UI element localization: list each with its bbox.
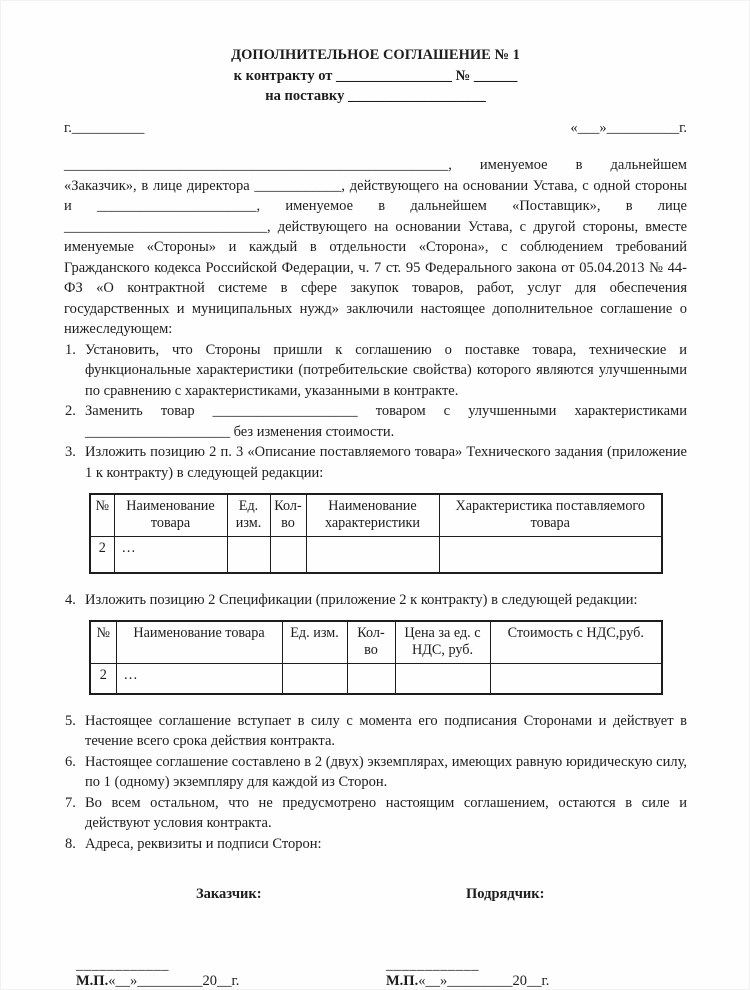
signature-labels-row xyxy=(64,884,687,905)
col-goods-name: Наименование товара xyxy=(114,494,227,536)
cell-total-cost xyxy=(490,663,662,694)
specification-table xyxy=(89,620,663,695)
customer-mp-date-line xyxy=(76,971,376,990)
supply-subject-line: на поставку ___________________ xyxy=(265,88,486,104)
col-unit: Ед. изм. xyxy=(227,494,270,536)
clause-text: Изложить позицию 2 Спецификации (приложение 2 к контракту) в следующей редакции: xyxy=(85,591,638,608)
col-quantity: Кол-во xyxy=(270,494,306,536)
date-field: «___»__________г. xyxy=(570,119,687,136)
clause-5 xyxy=(64,711,687,752)
contractor-mp-date-blank: «__»_________20__г. xyxy=(418,972,550,989)
signature-lines-row xyxy=(64,956,687,990)
contract-reference-line: к контракту от ________________ № ______ xyxy=(233,67,518,84)
cell-unit xyxy=(227,536,270,573)
clause-number: 4. xyxy=(65,591,76,608)
clause-6 xyxy=(64,752,687,793)
cell-goods-name: … xyxy=(116,663,282,694)
table-header-row xyxy=(90,494,662,536)
document-title: ДОПОЛНИТЕЛЬНОЕ СОГЛАШЕНИЕ № 1 xyxy=(231,47,520,63)
clause-number: 6. xyxy=(65,753,76,770)
clauses-list xyxy=(64,340,687,855)
col-unit: Ед. изм. xyxy=(282,621,347,663)
document-title-block xyxy=(64,45,687,107)
cell-supplied-characteristic xyxy=(439,536,662,573)
clause-1 xyxy=(64,340,687,402)
contractor-label: Подрядчик: xyxy=(466,886,545,903)
cell-unit xyxy=(282,663,347,694)
city-date-row xyxy=(64,118,687,139)
clause-4 xyxy=(64,590,687,611)
cell-quantity xyxy=(270,536,306,573)
cell-number: 2 xyxy=(90,536,114,573)
cell-quantity xyxy=(347,663,395,694)
customer-signature-line: ____________ xyxy=(76,956,169,973)
clause-number: 2. xyxy=(65,403,76,419)
clause-text: Настоящее соглашение вступает в силу с момента его подписания Сторонами и действует в течение всего срока действия контракта. xyxy=(85,712,687,750)
contractor-signature-line: ____________ xyxy=(386,956,479,973)
clause-text: Установить, что Стороны пришли к соглашению о поставке товара, технические и функциональные характеристики (потребительские свойства) которого являются улучшенными по сравнению с характеристиками, указанными в контракте. xyxy=(85,341,687,399)
clause-number: 5. xyxy=(65,712,76,729)
cell-characteristic-name xyxy=(306,536,439,573)
col-number: № xyxy=(90,621,116,663)
clause-number: 7. xyxy=(65,794,76,811)
contractor-mp-date-line xyxy=(386,971,687,990)
col-total-cost: Стоимость с НДС,руб. xyxy=(490,621,662,663)
customer-mp-label: М.П. xyxy=(76,972,109,989)
table-row xyxy=(90,663,662,694)
col-characteristic-name: Наименование характеристики xyxy=(306,494,439,536)
contractor-mp-label: М.П. xyxy=(386,972,419,989)
clause-7 xyxy=(64,793,687,834)
clause-8 xyxy=(64,834,687,855)
clause-text: Заменить товар ____________________ товаром с улучшенными характеристиками ____________________ без изменения стоимости. xyxy=(85,403,687,440)
clause-number: 3. xyxy=(65,444,76,460)
table-header-row xyxy=(90,621,662,663)
clause-text: Настоящее соглашение составлено в 2 (двух) экземплярах, имеющих равную юридическую силу, по 1 (одному) экземпляру для каждой из Сторон. xyxy=(85,753,687,791)
preamble-paragraph: _____________________________________________________, именуемое в дальнейшем «Заказчик», в лице директора ____________, действующего на основании Устава, с одной стороны и ______________________, именуемое в дальнейшем «Поставщик», в лице ____________________________, действующего на основании Устава, с другой стороны, вместе именуемые «Стороны» и каждый в отдельности «Сторона», с соблюдением требований Гражданского кодекса Российской Федерации, ч. 7 ст. 95 Федерального закона от 05.04.2013 № 44-ФЗ «О контрактной системе в сфере закупок товаров, работ, услуг для обеспечения государственных и муниципальных нужд» заключили настоящее дополнительное соглашение о нижеследующем: xyxy=(64,157,687,337)
clause-number: 1. xyxy=(65,341,76,358)
clause-2 xyxy=(64,401,687,442)
col-number: № xyxy=(90,494,114,536)
customer-mp-date-blank: «__»_________20__г. xyxy=(108,972,240,989)
cell-number: 2 xyxy=(90,663,116,694)
col-unit-price: Цена за ед. с НДС, руб. xyxy=(395,621,490,663)
col-supplied-characteristic: Характеристика поставляемого товара xyxy=(439,494,662,536)
clause-text: Изложить позицию 2 п. 3 «Описание поставляемого товара» Технического задания (приложение 1 к контракту) в следующей редакции: xyxy=(85,444,687,481)
clause-text: Во всем остальном, что не предусмотрено настоящим соглашением, остаются в силе и действуют условия контракта. xyxy=(85,794,687,832)
goods-description-table xyxy=(89,493,663,574)
customer-label: Заказчик: xyxy=(196,886,262,903)
clause-3 xyxy=(64,442,687,483)
clause-text: Адреса, реквизиты и подписи Сторон: xyxy=(85,835,322,852)
col-goods-name: Наименование товара xyxy=(116,621,282,663)
cell-unit-price xyxy=(395,663,490,694)
table-row xyxy=(90,536,662,573)
clause-number: 8. xyxy=(65,835,76,852)
cell-goods-name: … xyxy=(114,536,227,573)
city-field: г.__________ xyxy=(64,119,145,136)
col-quantity: Кол-во xyxy=(347,621,395,663)
